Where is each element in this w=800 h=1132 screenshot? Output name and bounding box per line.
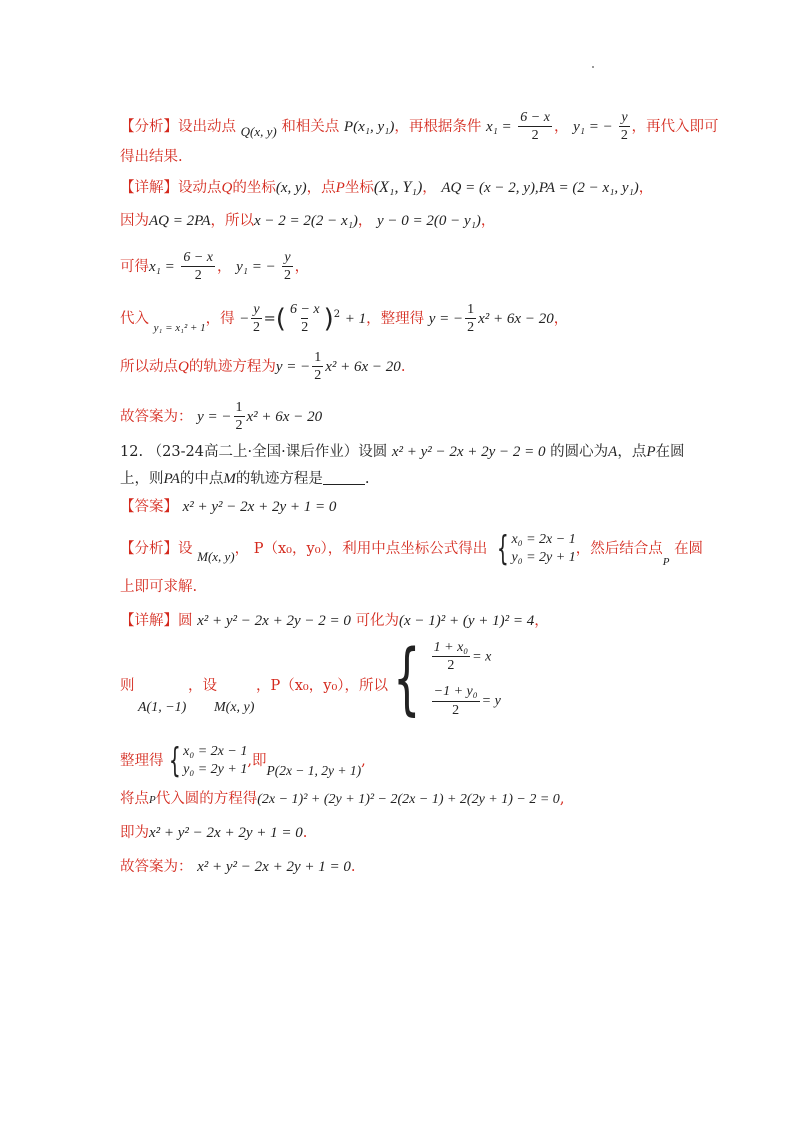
text: 在圆 xyxy=(674,541,704,557)
math-minus: − xyxy=(239,311,250,328)
question-number: 12. xyxy=(120,444,144,460)
var-M: M xyxy=(223,471,236,487)
analysis-line-1 xyxy=(120,110,719,144)
text: 上，则 xyxy=(120,471,164,487)
detail-tag: 【详解】 xyxy=(120,180,178,196)
denominator: 2 xyxy=(253,320,261,336)
text: 在圆 xyxy=(655,444,685,460)
denominator: 2 xyxy=(452,702,460,718)
math-yeq: y = − xyxy=(197,409,232,426)
text: 则 xyxy=(120,678,135,694)
text: 所以动点 xyxy=(120,359,178,376)
detail-12-line-4 xyxy=(120,792,564,807)
analysis-12-line-2: 上即可求解. xyxy=(120,579,198,595)
text: 设 xyxy=(178,541,193,557)
rhs: = y xyxy=(481,693,501,709)
detail-12-line-2a xyxy=(120,674,135,695)
math-plus1: + 1 xyxy=(344,311,367,328)
denominator: 2 xyxy=(194,268,202,284)
detail-12-line-6 xyxy=(120,860,355,875)
row xyxy=(430,640,501,674)
math-y1eq: y₁ = − xyxy=(573,119,613,136)
row xyxy=(430,684,501,718)
text: 代入圆的方程得 xyxy=(155,791,258,807)
text: ，点 xyxy=(617,444,647,460)
text: , xyxy=(361,753,366,769)
fraction xyxy=(312,350,323,384)
text: 的圆心为 xyxy=(550,444,609,460)
text: 可得 xyxy=(120,259,149,276)
text: 即为 xyxy=(120,825,149,841)
text: 故答案为： xyxy=(120,409,193,426)
text: 的轨迹方程为 xyxy=(188,359,276,376)
math-yeq: y = − xyxy=(275,359,311,376)
var-Q: Q xyxy=(221,180,233,196)
text: 的轨迹方程是 xyxy=(235,471,323,487)
denominator: 2 xyxy=(314,368,322,384)
detail-line-4: 代入 $_{y_1 = x_1^2 + 1}$，得 − $\frac{y}{2}$ =( $\frac{6 - x}{2}$ )$^2$ + 1，整理得 y = − $\frac{1}{2}$ x² + 6x − 20， xyxy=(120,302,569,336)
detail-12-line-2b xyxy=(188,674,217,695)
math-PAvec: PA = (2 − x₁, y₁) xyxy=(538,180,639,196)
math-Px1y1: P(x₁, y₁) xyxy=(343,119,395,136)
math-xy: (x, y) xyxy=(275,180,307,196)
math-y1eq: y₁ = − xyxy=(236,259,276,276)
text: ， xyxy=(638,180,654,196)
denominator: 2 xyxy=(301,320,309,336)
math-AQvec: AQ = (x − 2, y), xyxy=(441,180,539,196)
text: 和相关点 xyxy=(281,119,340,136)
math-yeq: y = − xyxy=(428,311,464,328)
math-circle: x² + y² − 2x + 2y − 2 = 0 xyxy=(197,613,351,629)
text: ，再代入即可 xyxy=(631,119,719,136)
detail-12-line-5 xyxy=(120,826,307,841)
system-brace: { x₀ = 2x − 1 y₀ = 2y + 1 xyxy=(496,529,576,569)
text: ， xyxy=(553,311,569,328)
text: . xyxy=(350,859,356,875)
math-x1eq: x₁ = xyxy=(149,259,175,276)
var-P: P xyxy=(662,556,670,568)
text: ，点 xyxy=(306,180,336,196)
denominator: 2 xyxy=(447,658,455,674)
fraction xyxy=(181,250,215,284)
analysis-tag: 【分析】 xyxy=(120,541,178,557)
text: 设圆 xyxy=(358,444,388,460)
math-Mxy: M(x, y) xyxy=(214,700,255,715)
math-tail: x² + 6x − 20 xyxy=(246,409,323,426)
numerator: 1 xyxy=(465,302,476,319)
text: 整理得 xyxy=(120,753,164,769)
text: . xyxy=(302,825,308,841)
denominator: 2 xyxy=(283,268,291,284)
text: ，然后结合点 xyxy=(575,541,663,557)
math-tail: x² + 6x − 20 xyxy=(325,359,401,376)
math-y1sub: y₁ = x₁² + 1 xyxy=(153,322,206,335)
answer-value: x² + y² − 2x + 2y + 1 = 0 xyxy=(182,499,337,515)
var-P: P xyxy=(149,794,156,806)
text: 可化为 xyxy=(355,613,399,629)
math-Mxy: M(x, y) xyxy=(197,549,235,564)
text: ， xyxy=(294,259,310,276)
math-eqy: y − 0 = 2(0 − y₁) xyxy=(377,213,481,229)
math-eqx: x − 2 = 2(2 − x₁) xyxy=(254,213,358,229)
corner-dot xyxy=(592,66,594,68)
numerator: y xyxy=(619,110,629,127)
row: x₀ = 2x − 1 xyxy=(511,532,576,547)
analysis-line-2: 得出结果. xyxy=(120,149,183,165)
detail-12-line-1 xyxy=(120,614,549,629)
text: ，设 xyxy=(188,678,217,694)
var-P: P xyxy=(335,180,345,196)
text: 设动点 xyxy=(178,180,222,196)
numerator: 1 xyxy=(312,350,323,367)
detail-line-2 xyxy=(120,214,495,229)
math-final: x² + y² − 2x + 2y + 1 = 0 xyxy=(149,825,303,841)
math-final: x² + y² − 2x + 2y + 1 = 0 xyxy=(197,859,351,875)
math-sub: (2x − 1)² + (2y + 1)² − 2(2x − 1) + 2(2y + 1) − 2 = 0 xyxy=(257,792,560,807)
var-P: P xyxy=(646,444,656,460)
text: ， xyxy=(534,613,549,629)
numerator: 1 + x₀ xyxy=(432,640,471,657)
text: 因为 xyxy=(120,213,149,229)
fraction xyxy=(234,400,245,434)
text: 故答案为： xyxy=(120,859,193,875)
text: 的中点 xyxy=(179,471,224,487)
fraction xyxy=(251,302,261,336)
answer-line xyxy=(120,500,336,515)
row: y₀ = 2y + 1 xyxy=(183,762,248,777)
text: . xyxy=(364,471,370,487)
math-Qxy: Q(x, y) xyxy=(240,124,277,140)
detail-line-3 xyxy=(120,250,309,284)
text: ， xyxy=(422,180,437,196)
text: ， xyxy=(217,259,232,276)
text: ， xyxy=(357,213,373,229)
detail-12-line-2c xyxy=(256,674,388,695)
text: ，再根据条件 xyxy=(394,119,482,136)
text: , xyxy=(559,791,565,807)
text: . xyxy=(400,359,406,376)
denominator: 2 xyxy=(620,128,628,144)
answer-tag: 【答案】 xyxy=(120,499,178,515)
numerator: 6 − x xyxy=(289,302,320,317)
numerator: −1 + y₀ xyxy=(432,684,480,701)
brace: { $\frac{\text{1 + x₀}}{2}$ = x $\frac{\text{−1 + y₀}}{2}$ = y xyxy=(393,634,501,724)
text: ， xyxy=(234,541,250,557)
fraction xyxy=(282,250,292,284)
numerator: y xyxy=(282,250,292,267)
system-brace-2 xyxy=(382,634,501,724)
numerator: 6 − x xyxy=(518,110,552,127)
text: ， xyxy=(553,119,569,136)
math-x1eq: x₁ = xyxy=(485,119,512,136)
text: 坐标 xyxy=(344,180,374,196)
text: ，利用中点坐标公式得出 xyxy=(327,541,488,557)
question-source: （23-24高二上·全国·课后作业） xyxy=(147,444,359,460)
math-AQ2PA: AQ = 2PA xyxy=(149,213,211,229)
fraction xyxy=(518,110,552,144)
detail-line-6 xyxy=(120,400,322,434)
fraction xyxy=(619,110,629,144)
math-circle2: (x − 1)² + (y + 1)² = 4 xyxy=(398,613,535,629)
numerator: y xyxy=(251,302,261,319)
analysis-12-line-1 xyxy=(120,529,704,569)
numerator: 6 − x xyxy=(181,250,215,267)
text: P（x₀，y₀） xyxy=(270,678,345,694)
rhs: = x xyxy=(472,649,492,665)
text: 的坐标 xyxy=(232,180,276,196)
text: ，整理得 xyxy=(366,311,425,328)
answer-blank xyxy=(323,472,365,485)
fraction xyxy=(288,302,322,336)
numerator: 1 xyxy=(234,400,245,417)
row: y₀ = 2y + 1 xyxy=(511,550,576,565)
var-Q: Q xyxy=(178,359,189,376)
denominator: 2 xyxy=(235,418,243,434)
text: P（x₀，y₀） xyxy=(253,541,328,557)
text: ， xyxy=(480,213,496,229)
text: 代入 xyxy=(120,311,149,328)
question-12-line-1 xyxy=(120,445,685,460)
math-circle: x² + y² − 2x + 2y − 2 = 0 xyxy=(391,444,546,460)
math-A: A(1, −1) xyxy=(138,700,187,715)
var-A: A xyxy=(608,444,618,460)
text: ,即 xyxy=(247,753,267,769)
text: ，得 xyxy=(205,311,235,328)
text: ， xyxy=(256,678,271,694)
math-Pfinal: P(2x − 1, 2y + 1) xyxy=(266,763,362,778)
var-PA: PA xyxy=(163,471,180,487)
text: 圆 xyxy=(178,613,193,629)
question-12-line-2 xyxy=(120,472,370,487)
detail-line-5 xyxy=(120,350,405,384)
detail-line-1 xyxy=(120,180,653,196)
detail-12-line-3 xyxy=(120,741,366,781)
math-tail: x² + 6x − 20 xyxy=(478,311,554,328)
analysis-tag: 【分析】 xyxy=(120,119,178,136)
fraction xyxy=(465,302,476,336)
denominator: 2 xyxy=(467,320,475,336)
math-X1Y1: (X₁, Y₁) xyxy=(373,179,423,196)
text: 设出动点 xyxy=(178,119,236,136)
detail-tag: 【详解】 xyxy=(120,613,178,629)
denominator: 2 xyxy=(531,128,539,144)
row: x₀ = 2x − 1 xyxy=(183,744,248,759)
system-brace: { x₀ = 2x − 1 y₀ = 2y + 1 xyxy=(168,741,248,781)
text: ，所以 xyxy=(344,678,389,694)
text: 将点 xyxy=(120,791,149,807)
text: ，所以 xyxy=(210,213,255,229)
